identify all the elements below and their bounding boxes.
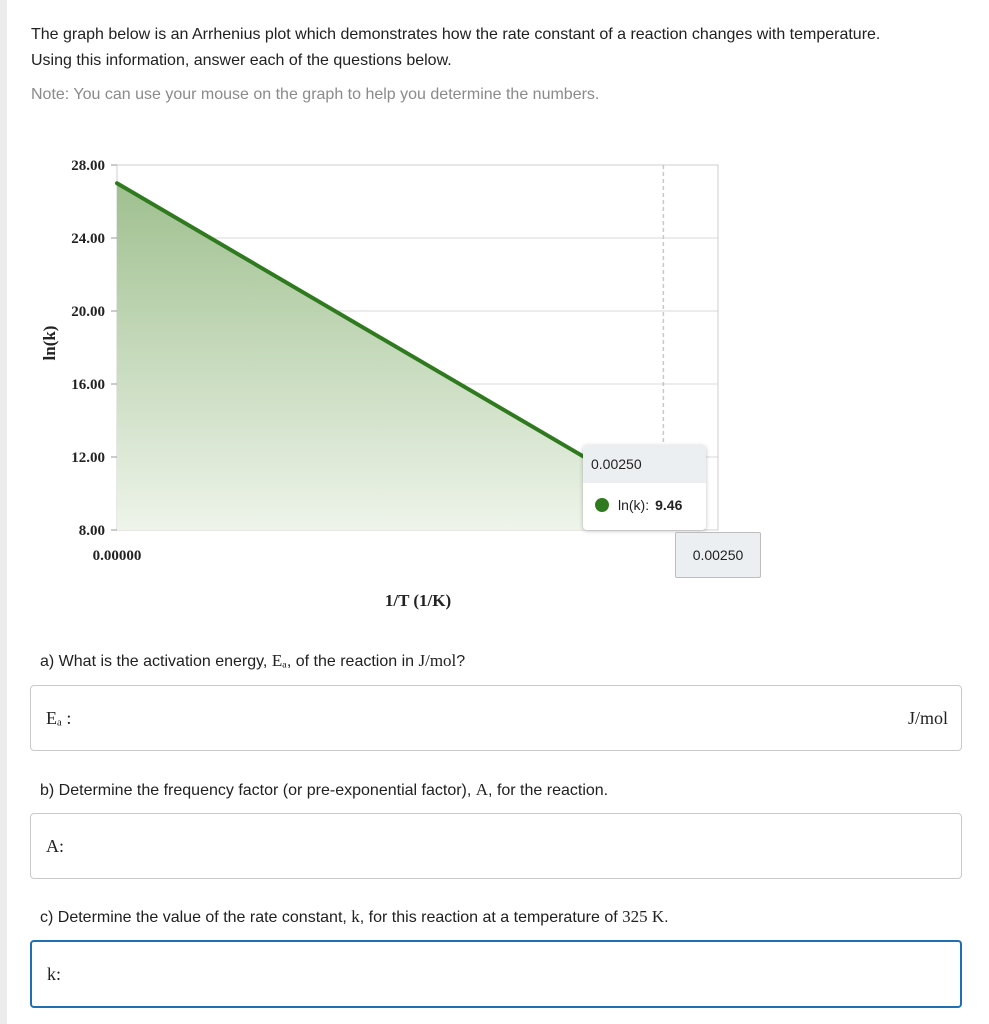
y-tick-label: 8.00 — [78, 523, 105, 539]
question-a-unit: J/mol — [418, 651, 457, 670]
answer-box-a[interactable] — [30, 685, 962, 751]
y-tick-label: 16.00 — [71, 377, 105, 393]
tooltip-series-label: ln(k): — [618, 497, 650, 513]
question-c-middle: , for this reaction at a temperature of — [359, 909, 623, 926]
answer-box-c[interactable] — [30, 940, 962, 1008]
question-c-temp: 325 K — [622, 907, 665, 926]
intro-line-2: Using this information, answer each of the questions below. — [31, 52, 452, 69]
frequency-factor-input[interactable] — [121, 828, 885, 866]
y-tick-label: 28.00 — [71, 158, 105, 174]
y-tick-label: 20.00 — [71, 304, 105, 320]
question-a-symbol: Eₐ — [271, 651, 287, 670]
arrhenius-chart[interactable] — [0, 140, 989, 620]
chart-tooltip — [583, 445, 706, 530]
question-b-prefix: b) Determine the frequency factor (or pre-exponential factor), — [40, 782, 476, 799]
question-c-symbol: k — [351, 907, 360, 926]
x-crosshair-readout: 0.00250 — [675, 532, 761, 578]
x-tick-label: 0.00000 — [92, 548, 142, 564]
y-axis-ticks — [71, 158, 117, 539]
question-c-end: . — [664, 909, 669, 926]
mouse-note: Note: You can use your mouse on the graph to help you determine the numbers. — [31, 86, 600, 103]
answer-b-label: A: — [46, 836, 64, 856]
question-a-prefix: a) What is the activation energy, — [40, 653, 272, 670]
question-b — [40, 780, 608, 800]
intro-text — [31, 22, 961, 74]
question-b-suffix: , for the reaction. — [488, 782, 609, 799]
y-tick-label: 24.00 — [71, 231, 105, 247]
answer-a-unit: J/mol — [907, 708, 948, 728]
y-axis-label: ln(k) — [40, 325, 59, 361]
question-c — [40, 907, 669, 927]
rate-constant-input[interactable] — [122, 956, 886, 994]
x-axis-label: 1/T (1/K) — [384, 591, 452, 610]
answer-box-b[interactable] — [30, 813, 962, 879]
question-a-suffix: , of the reaction in — [286, 653, 419, 670]
tooltip-value: 9.46 — [655, 497, 683, 513]
series-dot-icon — [595, 498, 609, 512]
question-a-end: ? — [456, 653, 466, 670]
answer-a-label: Eₐ : — [46, 708, 72, 728]
tooltip-header: 0.00250 — [583, 445, 706, 483]
question-c-prefix: c) Determine the value of the rate constant, — [40, 909, 352, 926]
activation-energy-input[interactable] — [121, 700, 885, 738]
area-fill — [117, 183, 663, 530]
y-tick-label: 12.00 — [71, 450, 105, 466]
question-b-symbol: A — [475, 780, 489, 799]
intro-line-1: The graph below is an Arrhenius plot which demonstrates how the rate constant of a reaction changes with temperature. — [31, 26, 881, 43]
tooltip-row — [595, 497, 682, 513]
question-a — [40, 651, 465, 671]
answer-c-label: k: — [47, 964, 62, 984]
